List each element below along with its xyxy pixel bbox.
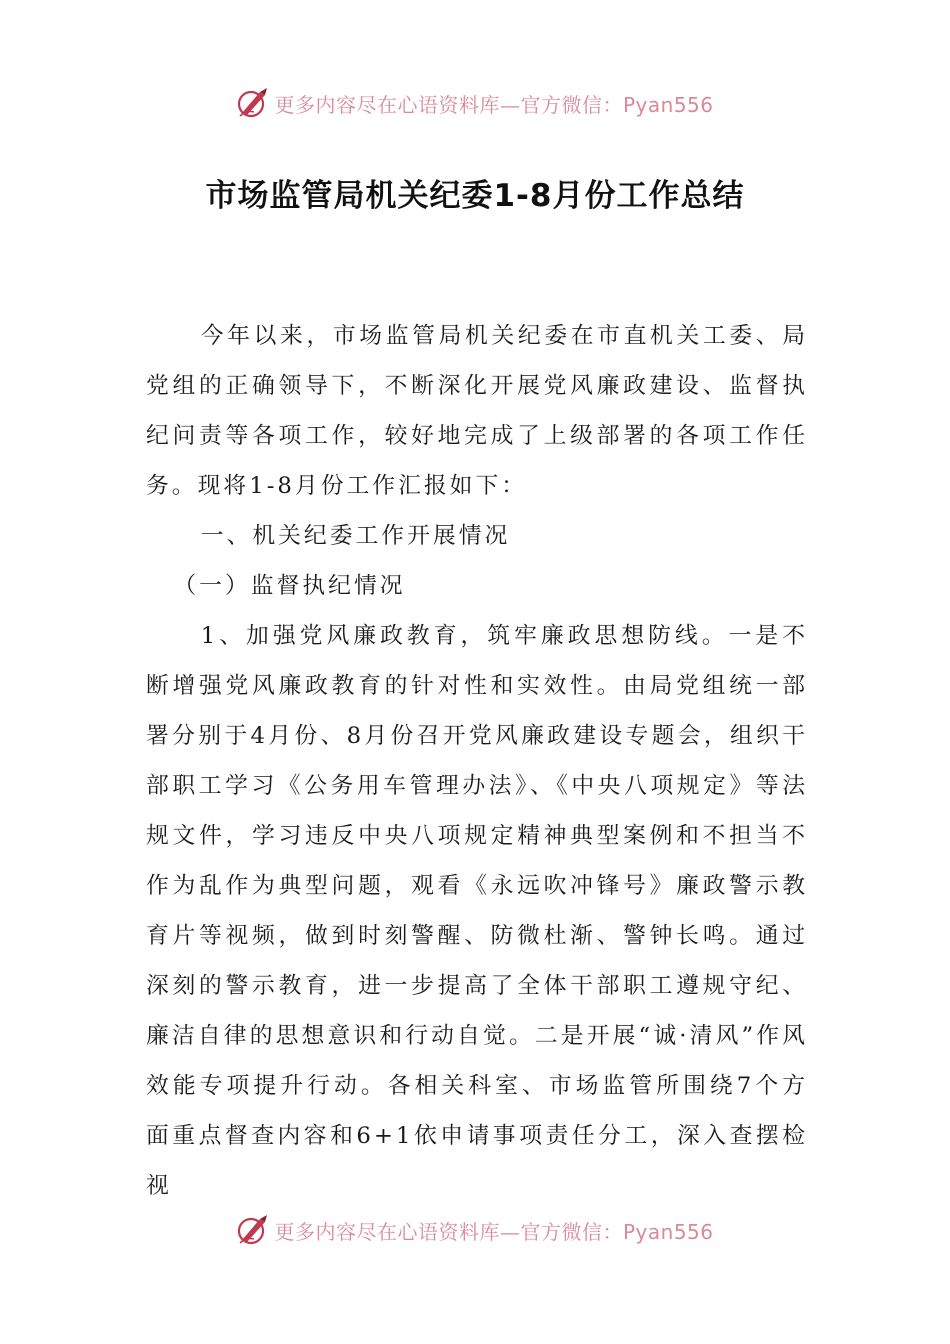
pen-nib-logo-icon [236, 1213, 270, 1247]
body-paragraph-intro: 今年以来，市场监管局机关纪委在市直机关工委、局党组的正确领导下，不断深化开展党风廉政建设、监督执纪问责等各项工作，较好地完成了上级部署的各项工作任务。现将1-8月份工作汇报如下： [146, 323, 808, 499]
header-banner [0, 83, 950, 123]
document-title: 市场监管局机关纪委1-8月份工作总结 [205, 178, 745, 214]
document-body [146, 311, 808, 1211]
body-paragraph-1: 1、加强党风廉政教育，筑牢廉政思想防线。一是不断增强党风廉政教育的针对性和实效性。由局党组统一部署分别于4月份、8月份召开党风廉政建设专题会，组织干部职工学习《公务用车管理办法》、《中央八项规定》等法规文件，学习违反中央八项规定精神典型案例和不担当不作为乱作为典型问题，观看《永远吹冲锋号》廉政警示教育片等视频，做到时刻警醒、防微杜渐、警钟长鸣。通过深刻的警示教育，进一步提高了全体干部职工遵规守纪、廉洁自律的思想意识和行动自觉。二是开展“诚·清风”作风效能专项提升行动。各相关科室、市场监管所围绕7个方面重点督查内容和6+1依申请事项责任分工，深入查摆检视 [146, 623, 808, 1199]
section-heading: 一、机关纪委工作开展情况 [200, 523, 511, 549]
subsection-heading: （一）监督执纪情况 [173, 573, 406, 599]
footer-banner-text: 更多内容尽在心语资料库—官方微信：Pyan556 [274, 1219, 714, 1244]
footer-banner [0, 1210, 950, 1250]
pen-nib-logo-icon [236, 86, 270, 120]
header-banner-text: 更多内容尽在心语资料库—官方微信：Pyan556 [274, 92, 714, 117]
